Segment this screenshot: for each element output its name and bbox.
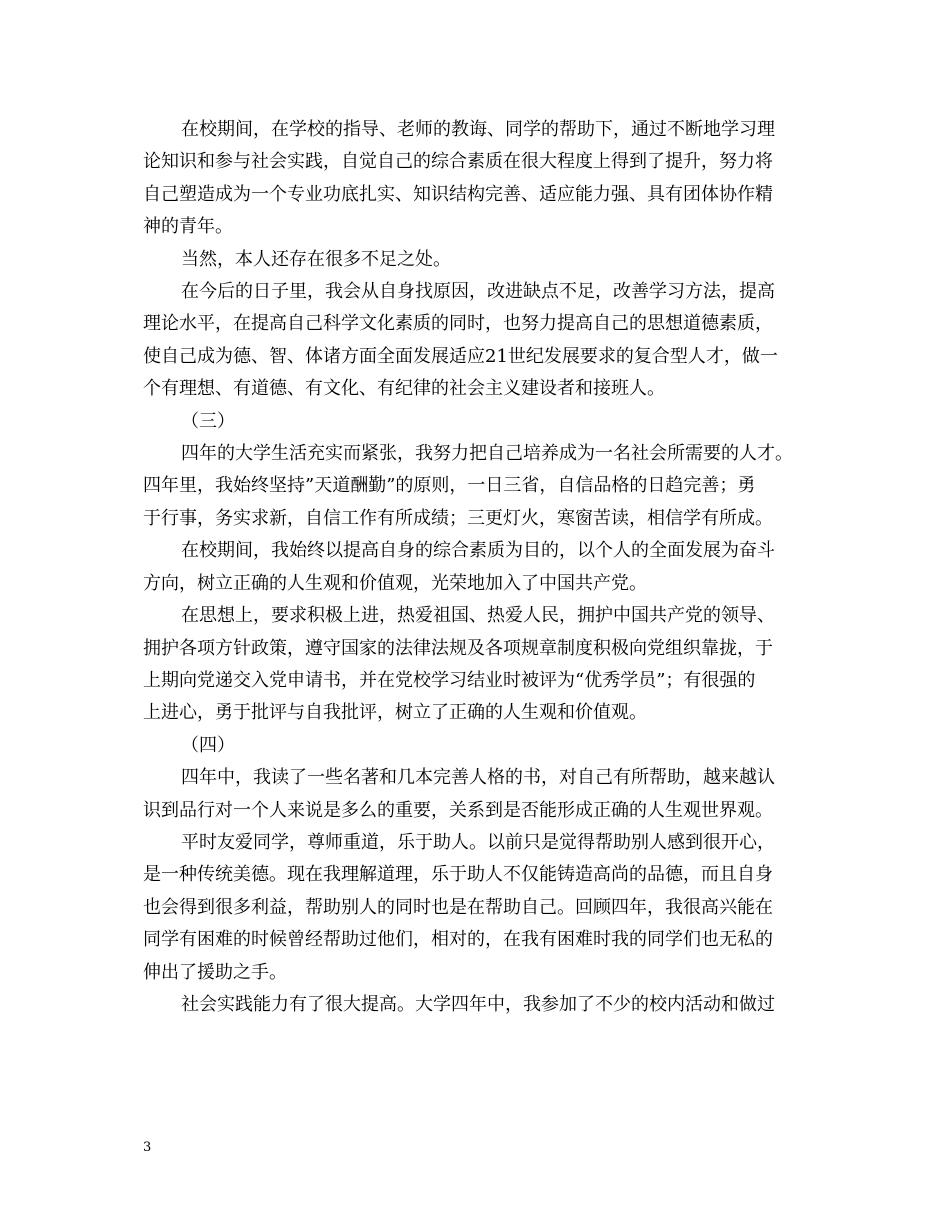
section-heading: （四） — [181, 734, 235, 756]
text-line: 方向，树立正确的人生观和价值观，光荣地加入了中国共产党。 — [143, 572, 647, 594]
body-text — [143, 114, 823, 1021]
text-line: 个有理想、有道德、有文化、有纪律的社会主义建设者和接班人。 — [143, 378, 665, 400]
text-line: 神的青年。 — [143, 216, 233, 238]
text-line: 四年的大学生活充实而紧张，我努力把自己培养成为一名社会所需要的人才。 — [181, 443, 793, 465]
text-line: 四年里，我始终坚持”天道酬勤”的原则，一日三省，自信品格的日趋完善；勇 — [143, 475, 756, 497]
text-line: 也会得到很多利益，帮助别人的同时也是在帮助自己。回顾四年，我很高兴能在 — [143, 896, 773, 918]
text-line: 是一种传统美德。现在我理解道理，乐于助人不仅能铸造高尚的品德，而且自身 — [143, 864, 773, 886]
text-line: 上进心，勇于批评与自我批评，树立了正确的人生观和价值观。 — [143, 702, 647, 724]
text-line: 社会实践能力有了很大提高。大学四年中，我参加了不少的校内活动和做过 — [181, 993, 775, 1015]
text-line: 同学有困难的时候曾经帮助过他们，相对的，在我有困难时我的同学们也无私的 — [143, 929, 773, 951]
text-line: 上期向党递交入党申请书，并在党校学习结业时被评为“优秀学员”；有很强的 — [143, 669, 756, 691]
text-line: 论知识和参与社会实践，自觉自己的综合素质在很大程度上得到了提升，努力将 — [143, 151, 773, 173]
text-line: 伸出了援助之手。 — [143, 961, 287, 983]
text-line: 使自己成为德、智、体诸方面全面发展适应21世纪发展要求的复合型人才，做一 — [143, 345, 778, 367]
text-line: 识到品行对一个人来说是多么的重要，关系到是否能形成正确的人生观世界观。 — [143, 799, 773, 821]
text-line: 于行事，务实求新，自信工作有所成绩；三更灯火，寒窗苦读，相信学有所成。 — [143, 507, 773, 529]
text-line: 在校期间，我始终以提高自身的综合素质为目的，以个人的全面发展为奋斗 — [181, 540, 775, 562]
text-line: 拥护各项方针政策，遵守国家的法律法规及各项规章制度积极向党组织靠拢，于 — [143, 637, 773, 659]
text-line: 当然，本人还存在很多不足之处。 — [181, 248, 451, 270]
text-line: 理论水平，在提高自己科学文化素质的同时，也努力提高自己的思想道德素质， — [143, 313, 773, 335]
section-heading: （三） — [181, 410, 235, 432]
text-line: 自己塑造成为一个专业功底扎实、知识结构完善、适应能力强、具有团体协作精 — [143, 183, 773, 205]
text-line: 平时友爱同学，尊师重道，乐于助人。以前只是觉得帮助别人感到很开心， — [181, 831, 775, 853]
text-line: 四年中，我读了一些名著和几本完善人格的书，对自己有所帮助，越来越认 — [181, 767, 775, 789]
text-line: 在校期间，在学校的指导、老师的教诲、同学的帮助下，通过不断地学习理 — [181, 119, 775, 140]
text-line: 在思想上，要求积极上进，热爱祖国、热爱人民，拥护中国共产党的领导、 — [181, 605, 775, 627]
text-line: 在今后的日子里，我会从自身找原因，改进缺点不足，改善学习方法，提高 — [181, 281, 775, 303]
page-number: 3 — [143, 1140, 152, 1155]
